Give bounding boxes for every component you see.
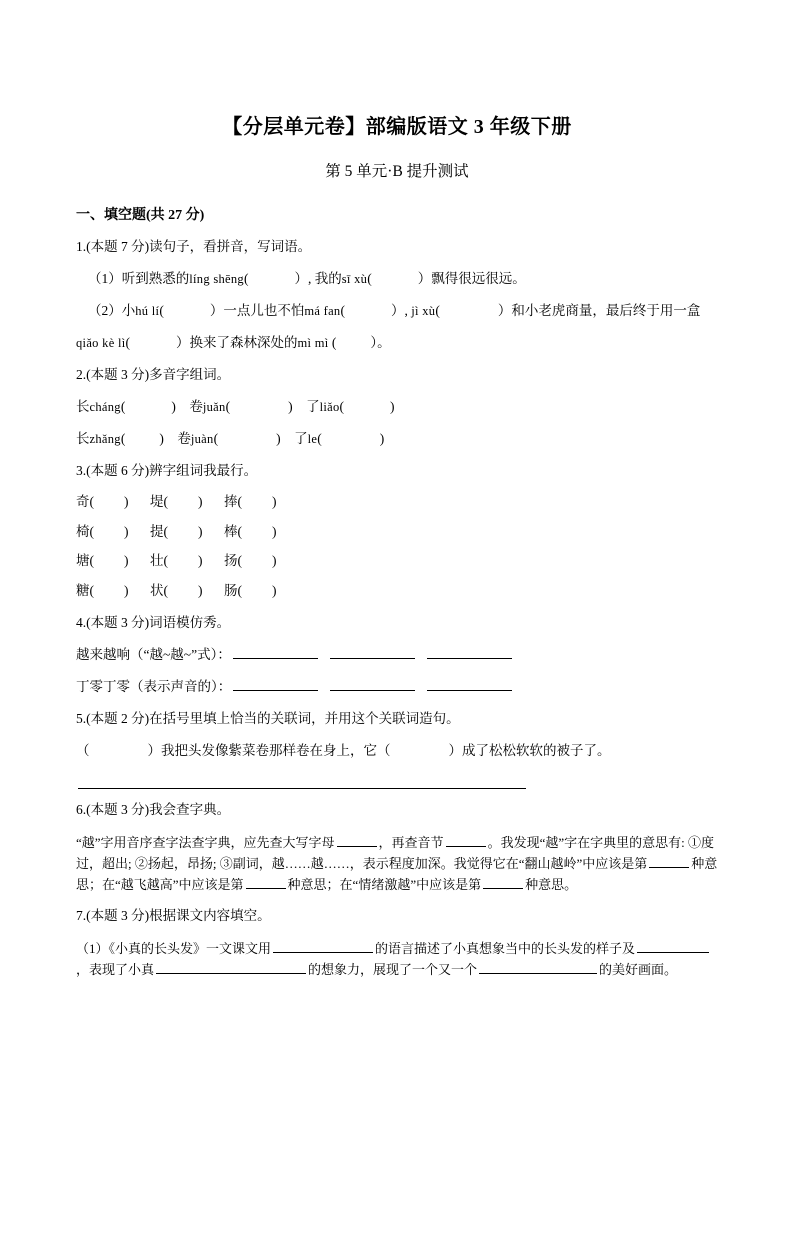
- q2-r2-char-3: 了: [294, 430, 308, 446]
- q3-cell-4-1: 糖( ): [76, 583, 129, 599]
- question-4-points: (本题 3 分): [86, 615, 150, 631]
- q3-char-2-1: 椅: [76, 523, 90, 539]
- question-1-item-1: （1）听到熟悉的líng shēng( ）, 我的sī xù( ）飘得很远很远。: [88, 271, 526, 287]
- question-7-text: 根据课文内容填空。: [149, 907, 271, 923]
- q2-r2-pinyin-3: le: [307, 431, 318, 446]
- q4-row-2-blank-3[interactable]: [427, 677, 512, 691]
- q3-char-3-1: 塘: [76, 553, 90, 569]
- q2-r1-char-3: 了: [306, 398, 320, 414]
- q1-2-text-d: ）和小老虎商量，最后终于用一盒: [497, 303, 701, 319]
- question-6-body: [76, 832, 718, 895]
- q3-cell-4-3: 肠( ): [224, 583, 277, 599]
- question-4-number: 4.: [76, 615, 87, 631]
- q3-char-4-3: 肠: [224, 583, 238, 599]
- q2-r1-pinyin-2: juǎn: [202, 399, 226, 414]
- question-7-number: 7.: [76, 907, 87, 923]
- q3-row-1: [76, 492, 718, 513]
- q2-r2-pinyin-2: juàn: [190, 431, 214, 446]
- q5-text-b: ）我把头发像紫菜卷那样卷在身上，它（: [147, 743, 391, 758]
- question-3-character-grid: [76, 492, 718, 603]
- q7-blank-4[interactable]: [479, 961, 597, 974]
- question-3-stem: [76, 461, 718, 482]
- question-6-number: 6.: [76, 801, 87, 817]
- question-2-row-1: 长cháng( ) 卷juǎn( ) 了liǎo( ): [76, 398, 395, 414]
- q3-char-2-3: 棒: [224, 523, 238, 539]
- q3-char-3-3: 扬: [224, 553, 238, 569]
- q2-r2-pinyin-1: zhǎng: [89, 431, 121, 446]
- q4-row-2-blank-1[interactable]: [233, 677, 318, 691]
- question-3-text: 辨字组词我最行。: [149, 462, 258, 478]
- q1-1-pinyin-a: líng shēng: [189, 272, 244, 287]
- question-1-item-2: （2）小hú lí( ）一点儿也不怕má fan( ）, jì xù( ）和小老虎商量，最后终于用一盒: [88, 303, 701, 319]
- q3-cell-1-2: 堤( ): [150, 493, 203, 509]
- q1-2-text-c: ）,: [391, 303, 412, 319]
- worksheet-page: [0, 112, 794, 1235]
- q7-text-c: ，表现了小真: [76, 961, 155, 977]
- question-4-row-1: [76, 645, 718, 666]
- q4-row-2-blank-2[interactable]: [330, 677, 415, 691]
- q3-cell-1-3: 捧( ): [224, 493, 277, 509]
- q3-cell-2-2: 提( ): [150, 523, 203, 539]
- question-1-item-1-label: （1）: [88, 271, 122, 287]
- question-7-stem: [76, 906, 718, 927]
- question-4-stem: [76, 613, 718, 634]
- q3-cell-3-2: 壮( ): [150, 553, 203, 569]
- q1-1-text-b: ）, 我的: [294, 271, 342, 287]
- q3-char-1-3: 捧: [224, 493, 238, 509]
- question-3-number: 3.: [76, 462, 87, 478]
- q6-blank-meaning-1[interactable]: [649, 855, 689, 868]
- question-3-points: (本题 6 分): [86, 462, 150, 478]
- q2-r1-char-2: 卷: [189, 398, 203, 414]
- q2-r1-char-1: 长: [76, 398, 90, 414]
- q7-blank-1[interactable]: [273, 940, 373, 953]
- question-5-number: 5.: [76, 711, 87, 727]
- q1-2-pinyin-b: má fan: [304, 304, 341, 319]
- question-1-item-2-label: （2）: [88, 303, 122, 319]
- question-7-points: (本题 3 分): [86, 907, 150, 923]
- question-5-answer-line[interactable]: [78, 788, 526, 789]
- q3-char-3-2: 壮: [150, 553, 164, 569]
- question-5-sentence: [76, 741, 718, 762]
- question-1-text: 读句子，看拼音，写词语。: [149, 239, 312, 255]
- page-subtitle: 第 5 单元·B 提升测试: [325, 163, 469, 180]
- q5-text-a: （: [76, 743, 90, 758]
- q4-row-1-blanks: [231, 647, 522, 662]
- section-heading-fill-in-blank: 一、填空题(共 27 分): [76, 208, 205, 224]
- q6-text-e: 种意思；在“情绪激越”中应该是第: [287, 876, 482, 892]
- question-5-text: 在括号里填上恰当的关联词，并用这个关联词造句。: [149, 711, 460, 727]
- q1-2-pinyin-d: qiǎo kè lì: [76, 336, 126, 351]
- q1-1-text-a: 听到熟悉的: [121, 271, 190, 287]
- q2-r1-pinyin-1: cháng: [89, 399, 121, 414]
- q3-char-1-2: 堤: [150, 493, 164, 509]
- question-7-item-1-label: （1）: [76, 940, 109, 956]
- q1-1-text-c: ）飘得很远很远。: [417, 271, 526, 287]
- q6-text-d: 种意思；在“越飞越高”中应该是第: [76, 855, 718, 892]
- q1-2-pinyin-e: mì mì: [297, 336, 329, 351]
- question-1-points: (本题 7 分): [86, 239, 150, 255]
- question-5-stem: [76, 709, 718, 730]
- q1-2-text-a: 小: [121, 303, 136, 319]
- q3-cell-2-1: 椅( ): [76, 523, 129, 539]
- question-6-text: 我会查字典。: [149, 801, 231, 817]
- q6-blank-letter[interactable]: [337, 834, 377, 847]
- question-6-points: (本题 3 分): [86, 801, 150, 817]
- question-1-number: 1.: [76, 239, 87, 255]
- question-6-stem: [76, 800, 718, 821]
- q4-row-1-blank-3[interactable]: [427, 645, 512, 659]
- q3-row-3: [76, 551, 718, 572]
- q7-blank-3[interactable]: [156, 961, 306, 974]
- q1-2-pinyin-a: hú lí: [135, 304, 160, 319]
- q3-char-4-1: 糖: [76, 583, 90, 599]
- q4-row-2-blanks: [231, 679, 522, 694]
- q5-text-c: ）成了松松软软的被子了。: [448, 743, 611, 758]
- q4-row-1-blank-2[interactable]: [330, 645, 415, 659]
- q6-text-a: “越”字用音序查字法查字典，应先查大写字母: [76, 834, 335, 850]
- q6-blank-syllable[interactable]: [446, 834, 486, 847]
- q1-2-text-b: ）一点儿也不怕: [209, 303, 305, 319]
- question-5-points: (本题 2 分): [86, 711, 150, 727]
- question-4-text: 词语模仿秀。: [149, 615, 231, 631]
- question-2-number: 2.: [76, 366, 87, 382]
- q3-char-1-1: 奇: [76, 493, 90, 509]
- question-7-item-1: [76, 938, 718, 980]
- q1-2-text-e: ）换来了森林深处的: [176, 335, 298, 351]
- q3-cell-1-1: 奇( ): [76, 493, 129, 509]
- q6-text-b: ，再查音节: [378, 834, 444, 850]
- q4-row-1-label: 越来越响（“越~越~”式）：: [76, 647, 231, 663]
- q1-1-pinyin-b: sī xù: [341, 272, 368, 287]
- q7-text-a: 《小真的长头发》一文课文用: [108, 940, 272, 956]
- question-2-points: (本题 3 分): [86, 366, 150, 382]
- q2-r1-pinyin-3: liǎo: [319, 399, 340, 414]
- q7-text-b: 的语言描述了小真想象当中的长头发的样子及: [375, 940, 636, 956]
- question-1-item-2-cont: qiǎo kè lì( ）换来了森林深处的mì mì ( ）。: [76, 335, 391, 351]
- q3-row-2: [76, 522, 718, 543]
- q2-r2-char-1: 长: [76, 430, 90, 446]
- q3-cell-2-3: 棒( ): [224, 523, 277, 539]
- q6-text-c: 。我发现“越”字在字典里的意思有: ①度过，超出; ②扬起，昂扬; ③副词，越……越……，表示程度加深。我觉得它在“翻山越岭”中应该是第: [76, 834, 714, 871]
- q6-text-f: 种意思。: [525, 876, 578, 892]
- q7-text-e: 的美好画面。: [599, 961, 678, 977]
- q7-text-d: 的想象力，展现了一个又一个: [308, 961, 478, 977]
- q3-cell-3-3: 扬( ): [224, 553, 277, 569]
- question-2-text: 多音字组词。: [149, 366, 231, 382]
- q7-blank-2[interactable]: [637, 940, 709, 953]
- page-title: 【分层单元卷】部编版语文 3 年级下册: [222, 116, 572, 138]
- q3-cell-4-2: 状( ): [150, 583, 203, 599]
- q4-row-2-label: 丁零丁零（表示声音的）：: [76, 679, 232, 695]
- question-4-row-2: [76, 677, 718, 698]
- q3-row-4: [76, 581, 718, 602]
- q3-cell-3-1: 塘( ): [76, 553, 129, 569]
- q1-2-text-f: ）。: [370, 335, 391, 351]
- q3-char-4-2: 状: [150, 583, 164, 599]
- question-2-stem: [76, 365, 718, 386]
- question-2-row-2: 长zhǎng( ) 卷juàn( ) 了le( ): [76, 430, 385, 446]
- q6-blank-meaning-3[interactable]: [483, 876, 523, 889]
- q2-r2-char-2: 卷: [177, 430, 191, 446]
- q6-blank-meaning-2[interactable]: [246, 876, 286, 889]
- q3-char-2-2: 提: [150, 523, 164, 539]
- q1-2-pinyin-c: jì xù: [411, 304, 436, 319]
- q4-row-1-blank-1[interactable]: [233, 645, 318, 659]
- question-1-stem: [76, 237, 718, 258]
